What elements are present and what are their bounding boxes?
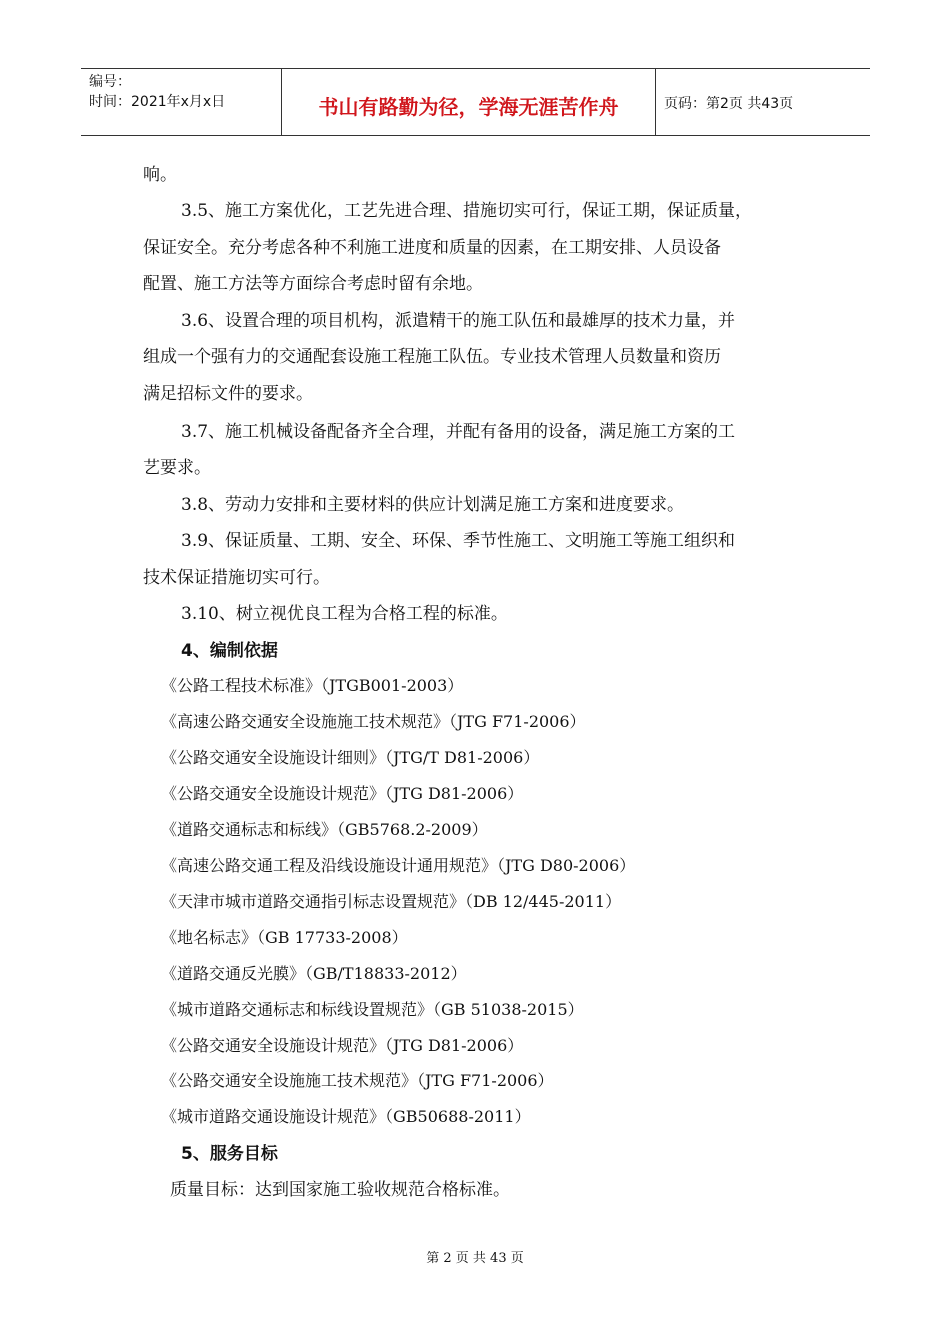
reference-item: 《高速公路交通安全设施施工技术规范》（JTG F71-2006） — [161, 712, 586, 731]
paragraph-line: 响。 — [143, 165, 177, 185]
reference-item: 《高速公路交通工程及沿线设施设计通用规范》（JTG D80-2006） — [161, 856, 636, 875]
paragraph-line: 3.6、设置合理的项目机构，派遣精干的施工队伍和最雄厚的技术力量，并 — [181, 311, 736, 331]
paragraph-line: 艺要求。 — [143, 458, 211, 478]
paragraph-line: 配置、施工方法等方面综合考虑时留有余地。 — [143, 274, 483, 294]
reference-item: 《公路工程技术标准》（JTGB001-2003） — [161, 676, 464, 695]
reference-item: 《道路交通标志和标线》（GB5768.2-2009） — [161, 820, 488, 839]
paragraph-line: 技术保证措施切实可行。 — [143, 568, 330, 588]
reference-item: 《城市道路交通设施设计规范》（GB50688-2011） — [161, 1107, 531, 1126]
reference-item: 《公路交通安全设施设计规范》（JTG D81-2006） — [161, 784, 524, 803]
reference-item: 《公路交通安全设施设计规范》（JTG D81-2006） — [161, 1036, 524, 1055]
page-footer: 第 2 页 共 43 页 — [426, 1251, 524, 1266]
paragraph-line: 保证安全。充分考虑各种不利施工进度和质量的因素，在工期安排、人员设备 — [143, 238, 721, 258]
reference-item: 《城市道路交通标志和标线设置规范》（GB 51038-2015） — [161, 1000, 584, 1019]
document-number-label: 编号： — [89, 74, 131, 90]
document-time: 时间：2021年x月x日 — [89, 94, 226, 110]
quality-goal: 质量目标：达到国家施工验收规范合格标准。 — [170, 1180, 510, 1200]
header-motto: 书山有路勤为径，学海无涯苦作舟 — [282, 69, 656, 135]
paragraph-line: 组成一个强有力的交通配套设施工程施工队伍。专业技术管理人员数量和资历 — [143, 347, 721, 367]
paragraph-line: 3.9、保证质量、工期、安全、环保、季节性施工、文明施工等施工组织和 — [181, 531, 736, 551]
paragraph-line: 3.5、施工方案优化，工艺先进合理、措施切实可行，保证工期，保证质量， — [181, 201, 753, 221]
reference-item: 《道路交通反光膜》（GB/T18833-2012） — [161, 964, 467, 983]
reference-item: 《公路交通安全设施施工技术规范》（JTG F71-2006） — [161, 1071, 554, 1090]
section-heading-4: 4、编制依据 — [181, 641, 278, 661]
paragraph-line: 3.8、劳动力安排和主要材料的供应计划满足施工方案和进度要求。 — [181, 495, 685, 515]
page-header — [81, 68, 870, 136]
reference-item: 《地名标志》（GB 17733-2008） — [161, 928, 408, 947]
header-page-info: 页码：第2页 共43页 — [664, 96, 794, 112]
paragraph-line: 3.10、树立视优良工程为合格工程的标准。 — [181, 604, 508, 624]
paragraph-line: 满足招标文件的要求。 — [143, 384, 313, 404]
section-heading-5: 5、服务目标 — [181, 1144, 278, 1164]
header-meta — [81, 69, 282, 135]
paragraph-line: 3.7、施工机械设备配备齐全合理，并配有备用的设备，满足施工方案的工 — [181, 422, 736, 442]
reference-item: 《天津市城市道路交通指引标志设置规范》（DB 12/445-2011） — [161, 892, 622, 911]
reference-item: 《公路交通安全设施设计细则》（JTG/T D81-2006） — [161, 748, 540, 767]
